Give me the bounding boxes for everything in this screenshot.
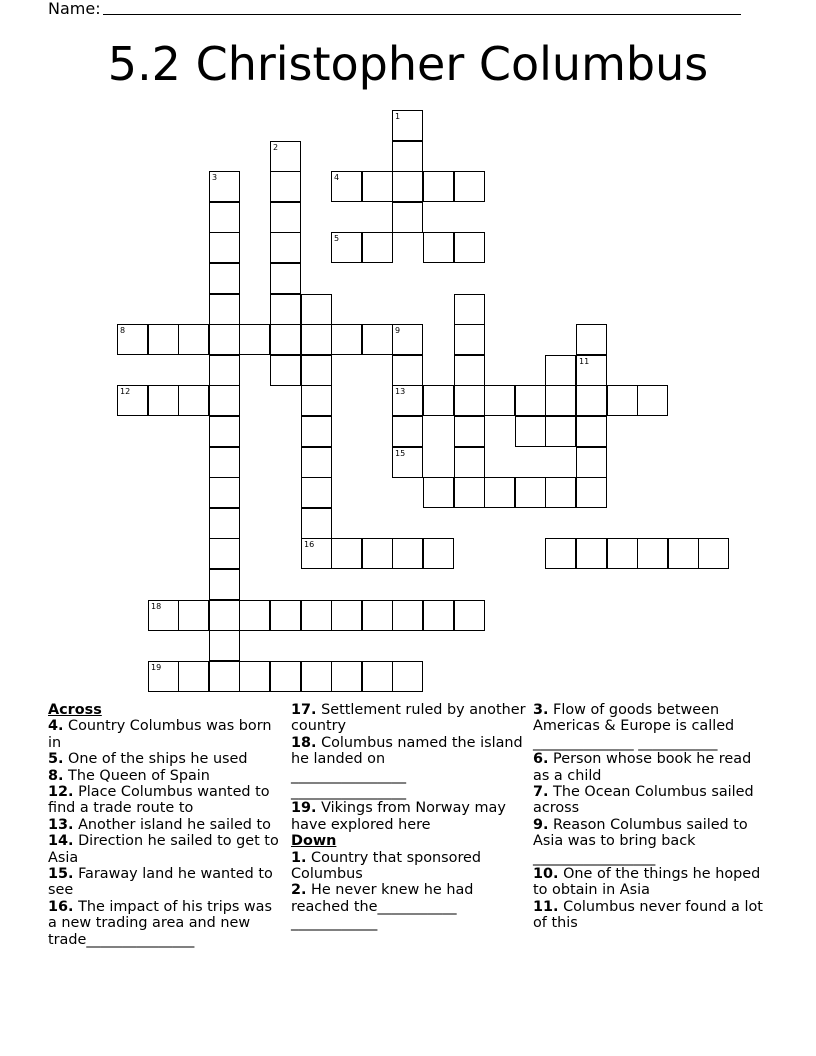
- crossword-cell[interactable]: [637, 385, 668, 416]
- crossword-cell[interactable]: [209, 385, 240, 416]
- crossword-cell[interactable]: [362, 661, 393, 692]
- clue-item: [533, 784, 769, 817]
- crossword-cell[interactable]: [454, 477, 485, 508]
- crossword-cell[interactable]: [362, 232, 393, 263]
- crossword-cell[interactable]: [209, 477, 240, 508]
- cell-number: 8: [120, 326, 126, 335]
- clue-text: Flow of goods between Americas & Europe is called ______________ ___________: [533, 702, 735, 751]
- clue-text: Reason Columbus sailed to Asia was to bring back _________________: [533, 816, 748, 866]
- name-label: Name:: [48, 0, 101, 18]
- clue-text: Vikings from Norway may have explored here: [291, 800, 511, 833]
- clue-number: 6.: [533, 751, 549, 768]
- clue-column-2: [291, 702, 531, 932]
- crossword-cell[interactable]: [301, 416, 332, 447]
- crossword-cell[interactable]: [148, 600, 179, 631]
- crossword-cell[interactable]: [454, 600, 485, 631]
- clue-item: [291, 882, 527, 931]
- clue-text: Direction he sailed to get to Asia: [48, 833, 284, 866]
- crossword-cell[interactable]: [454, 324, 485, 355]
- crossword-cell[interactable]: [668, 538, 699, 569]
- crossword-cell[interactable]: [117, 324, 148, 355]
- cell-number: 5: [334, 234, 340, 243]
- clue-number: 3.: [533, 702, 549, 718]
- crossword-cell[interactable]: [331, 661, 362, 692]
- clue-text: The impact of his trips was a new trading area and new trade_______________: [48, 898, 277, 948]
- crossword-cell[interactable]: [607, 385, 638, 416]
- crossword-cell[interactable]: [239, 661, 270, 692]
- clue-number: 9.: [533, 816, 549, 833]
- clue-section-header: Down: [291, 833, 337, 850]
- cell-number: 12: [120, 387, 131, 396]
- crossword-cell[interactable]: [331, 538, 362, 569]
- crossword-cell[interactable]: [270, 661, 301, 692]
- clue-text: Country that sponsored Columbus: [291, 849, 486, 883]
- cell-number: 15: [395, 449, 406, 458]
- clue-text: Country Columbus was born in: [48, 718, 277, 751]
- crossword-cell[interactable]: [301, 600, 332, 631]
- clue-item: [291, 850, 527, 883]
- crossword-cell[interactable]: [392, 324, 423, 355]
- crossword-cell[interactable]: [392, 661, 423, 692]
- clue-item: [291, 735, 527, 801]
- crossword-cell[interactable]: [270, 232, 301, 263]
- crossword-cell[interactable]: [117, 385, 148, 416]
- clue-number: 12.: [48, 784, 74, 801]
- crossword-cell[interactable]: [576, 324, 607, 355]
- crossword-cell[interactable]: [545, 538, 576, 569]
- crossword-cell[interactable]: [209, 569, 240, 600]
- crossword-cell[interactable]: [209, 355, 240, 386]
- crossword-cell[interactable]: [209, 324, 240, 355]
- crossword-cell[interactable]: [454, 355, 485, 386]
- crossword-cell[interactable]: [239, 324, 270, 355]
- crossword-cell[interactable]: [576, 385, 607, 416]
- cell-number: 2: [273, 143, 279, 152]
- crossword-cell[interactable]: [301, 477, 332, 508]
- clue-item: [48, 784, 284, 817]
- crossword-cell[interactable]: [484, 477, 515, 508]
- clue-item: [48, 751, 284, 767]
- crossword-cell[interactable]: [178, 600, 209, 631]
- clue-text: The Ocean Columbus sailed across: [533, 784, 759, 817]
- crossword-cell[interactable]: [607, 538, 638, 569]
- clue-item: [48, 899, 284, 948]
- clue-column-1: [48, 702, 284, 948]
- crossword-cell[interactable]: [392, 538, 423, 569]
- cell-number: 11: [579, 357, 590, 366]
- crossword-cell[interactable]: [209, 630, 240, 661]
- crossword-cell[interactable]: [392, 141, 423, 172]
- crossword-cell[interactable]: [392, 110, 423, 141]
- clue-item: [533, 866, 769, 899]
- crossword-cell[interactable]: [270, 171, 301, 202]
- crossword-cell[interactable]: [301, 324, 332, 355]
- crossword-cell[interactable]: [209, 416, 240, 447]
- clue-text: He never knew he had reached the___________ ____________: [291, 882, 474, 932]
- crossword-cell[interactable]: [392, 171, 423, 202]
- crossword-cell[interactable]: [209, 294, 240, 325]
- cell-number: 1: [395, 112, 401, 121]
- crossword-cell[interactable]: [331, 232, 362, 263]
- crossword-cell[interactable]: [270, 294, 301, 325]
- cell-number: 13: [395, 387, 406, 396]
- crossword-cell[interactable]: [209, 171, 240, 202]
- crossword-cell[interactable]: [209, 538, 240, 569]
- clue-number: 8.: [48, 767, 64, 784]
- crossword-cell[interactable]: [576, 447, 607, 478]
- clue-number: 2.: [291, 882, 307, 899]
- crossword-cell[interactable]: [148, 661, 179, 692]
- clue-item: [533, 817, 769, 866]
- crossword-cell[interactable]: [362, 324, 393, 355]
- crossword-cell[interactable]: [545, 355, 576, 386]
- crossword-cell[interactable]: [301, 447, 332, 478]
- crossword-cell[interactable]: [454, 416, 485, 447]
- clue-item: [533, 751, 769, 784]
- crossword-cell[interactable]: [362, 538, 393, 569]
- cell-number: 4: [334, 173, 340, 182]
- clue-number: 1.: [291, 849, 307, 866]
- crossword-cell[interactable]: [209, 508, 240, 539]
- crossword-cell[interactable]: [301, 385, 332, 416]
- crossword-cell[interactable]: [270, 263, 301, 294]
- crossword-cell[interactable]: [331, 171, 362, 202]
- crossword-cell[interactable]: [392, 202, 423, 233]
- crossword-cell[interactable]: [392, 600, 423, 631]
- crossword-cell[interactable]: [270, 600, 301, 631]
- crossword-cell[interactable]: [576, 355, 607, 386]
- crossword-cell[interactable]: [423, 385, 454, 416]
- clue-number: 13.: [48, 816, 74, 833]
- crossword-cell[interactable]: [178, 661, 209, 692]
- crossword-cell[interactable]: [148, 385, 179, 416]
- cell-number: 16: [304, 540, 315, 549]
- clue-text: Place Columbus wanted to find a trade route to: [48, 784, 275, 817]
- clue-text: Another island he sailed to: [73, 816, 271, 833]
- crossword-cell[interactable]: [515, 416, 546, 447]
- crossword-cell[interactable]: [301, 355, 332, 386]
- crossword-cell[interactable]: [576, 416, 607, 447]
- clue-number: 18.: [291, 734, 317, 751]
- clue-text: One of the things he hoped to obtain in Asia: [533, 866, 765, 899]
- crossword-cell[interactable]: [392, 416, 423, 447]
- clue-number: 14.: [48, 833, 74, 850]
- crossword-cell[interactable]: [209, 232, 240, 263]
- crossword-cell[interactable]: [392, 355, 423, 386]
- clue-number: 7.: [533, 784, 549, 801]
- clue-text: Columbus named the island he landed on ________________ ________________: [291, 734, 523, 801]
- crossword-cell[interactable]: [270, 355, 301, 386]
- crossword-cell[interactable]: [454, 385, 485, 416]
- clue-number: 17.: [291, 702, 317, 718]
- clue-column-3: [533, 702, 769, 932]
- clue-number: 19.: [291, 800, 317, 817]
- crossword-cell[interactable]: [362, 600, 393, 631]
- clue-text: The Queen of Spain: [63, 767, 210, 784]
- clue-item: [533, 899, 769, 932]
- crossword-cell[interactable]: [301, 538, 332, 569]
- crossword-cell[interactable]: [423, 538, 454, 569]
- crossword-cell[interactable]: [270, 202, 301, 233]
- clue-number: 11.: [533, 898, 559, 915]
- clue-number: 16.: [48, 898, 74, 915]
- crossword-cell[interactable]: [545, 385, 576, 416]
- crossword-cell[interactable]: [270, 324, 301, 355]
- crossword-cell[interactable]: [484, 385, 515, 416]
- crossword-cell[interactable]: [545, 477, 576, 508]
- cell-number: 18: [151, 602, 162, 611]
- crossword-cell[interactable]: [698, 538, 729, 569]
- crossword-cell[interactable]: [423, 477, 454, 508]
- clue-item: [291, 702, 531, 735]
- crossword-cell[interactable]: [148, 324, 179, 355]
- crossword-cell[interactable]: [454, 232, 485, 263]
- clue-item: [48, 718, 284, 751]
- clue-text: Columbus never found a lot of this: [533, 898, 768, 932]
- clue-section-header: Across: [48, 702, 102, 718]
- crossword-cell[interactable]: [454, 294, 485, 325]
- clue-text: One of the ships he used: [63, 751, 248, 768]
- clue-number: 10.: [533, 866, 559, 883]
- clue-item: [48, 817, 284, 833]
- crossword-cell[interactable]: [423, 171, 454, 202]
- crossword-cell[interactable]: [178, 324, 209, 355]
- crossword-cell[interactable]: [209, 263, 240, 294]
- crossword-cell[interactable]: [392, 447, 423, 478]
- crossword-cell[interactable]: [301, 661, 332, 692]
- crossword-cell[interactable]: [637, 538, 668, 569]
- clue-item: [48, 833, 284, 866]
- crossword-cell[interactable]: [423, 600, 454, 631]
- crossword-cell[interactable]: [515, 385, 546, 416]
- crossword-cell[interactable]: [423, 232, 454, 263]
- crossword-cell[interactable]: [454, 447, 485, 478]
- crossword-cell[interactable]: [515, 477, 546, 508]
- clue-number: 5.: [48, 751, 64, 768]
- crossword-cell[interactable]: [270, 141, 301, 172]
- clue-item: [291, 800, 527, 833]
- crossword-cell[interactable]: [239, 600, 270, 631]
- crossword-cell[interactable]: [576, 538, 607, 569]
- crossword-cell[interactable]: [362, 171, 393, 202]
- clue-item: [533, 702, 769, 751]
- clue-number: 15.: [48, 866, 74, 883]
- crossword-cell[interactable]: [209, 661, 240, 692]
- crossword-cell[interactable]: [545, 416, 576, 447]
- clue-text: Person whose book he read as a child: [533, 751, 756, 784]
- clue-number: 4.: [48, 718, 64, 735]
- clue-text: Settlement ruled by another country: [291, 702, 531, 735]
- clue-text: Faraway land he wanted to see: [48, 866, 278, 899]
- clue-item: [48, 768, 284, 784]
- crossword-cell[interactable]: [576, 477, 607, 508]
- crossword-cell[interactable]: [209, 202, 240, 233]
- cell-number: 3: [212, 173, 218, 182]
- crossword-cell[interactable]: [209, 447, 240, 478]
- page-title: 5.2 Christopher Columbus: [107, 37, 709, 91]
- crossword-cell[interactable]: [331, 600, 362, 631]
- cell-number: 19: [151, 663, 162, 672]
- crossword-cell[interactable]: [178, 385, 209, 416]
- cell-number: 9: [395, 326, 401, 335]
- crossword-cell[interactable]: [301, 508, 332, 539]
- crossword-cell[interactable]: [392, 385, 423, 416]
- clue-item: [48, 866, 284, 899]
- crossword-cell[interactable]: [301, 294, 332, 325]
- crossword-cell[interactable]: [454, 171, 485, 202]
- crossword-cell[interactable]: [209, 600, 240, 631]
- crossword-cell[interactable]: [331, 324, 362, 355]
